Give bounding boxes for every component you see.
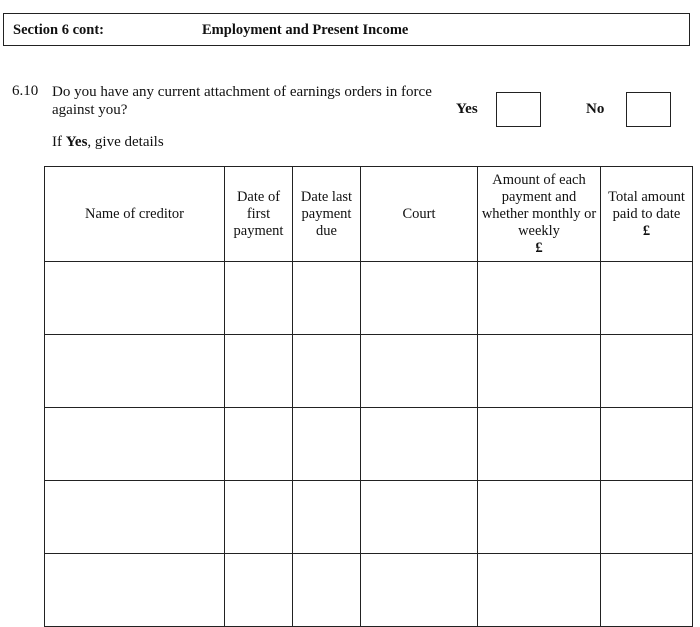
cell-name-of-creditor[interactable] bbox=[45, 262, 225, 335]
cell-amount-each-payment[interactable] bbox=[478, 554, 601, 627]
cell-amount-each-payment[interactable] bbox=[478, 481, 601, 554]
yes-label: Yes bbox=[456, 101, 478, 117]
question-text: Do you have any current attachment of earnings orders in force against you? bbox=[52, 84, 432, 118]
cell-date-last-payment-due[interactable] bbox=[293, 481, 361, 554]
cell-date-last-payment-due[interactable] bbox=[293, 554, 361, 627]
if-yes-prefix: If bbox=[52, 134, 62, 150]
pound-sign: £ bbox=[535, 239, 543, 256]
header-text: Total amount paid to date bbox=[608, 188, 685, 222]
earnings-orders-table bbox=[44, 166, 693, 627]
if-yes-instruction bbox=[52, 134, 164, 151]
header-total-paid bbox=[601, 167, 693, 262]
cell-name-of-creditor[interactable] bbox=[45, 408, 225, 481]
no-checkbox[interactable] bbox=[626, 92, 671, 127]
cell-name-of-creditor[interactable] bbox=[45, 335, 225, 408]
table-row bbox=[45, 335, 693, 408]
cell-date-first-payment[interactable] bbox=[225, 408, 293, 481]
cell-name-of-creditor[interactable] bbox=[45, 554, 225, 627]
cell-total-paid[interactable] bbox=[601, 335, 693, 408]
header-court bbox=[361, 167, 478, 262]
cell-total-paid[interactable] bbox=[601, 554, 693, 627]
header-text: Court bbox=[402, 205, 436, 222]
table-row bbox=[45, 554, 693, 627]
question-number: 6.10 bbox=[12, 83, 39, 99]
cell-court[interactable] bbox=[361, 481, 478, 554]
cell-amount-each-payment[interactable] bbox=[478, 335, 601, 408]
if-yes-bold: Yes bbox=[65, 134, 88, 150]
pound-sign: £ bbox=[642, 222, 651, 239]
table-row bbox=[45, 408, 693, 481]
table-row bbox=[45, 481, 693, 554]
header-date-first-payment bbox=[225, 167, 293, 262]
cell-date-last-payment-due[interactable] bbox=[293, 408, 361, 481]
cell-court[interactable] bbox=[361, 408, 478, 481]
if-yes-suffix: , give details bbox=[87, 134, 164, 150]
header-text: Name of creditor bbox=[84, 205, 185, 222]
section-header bbox=[3, 13, 690, 46]
section-title: Employment and Present Income bbox=[202, 22, 409, 38]
cell-name-of-creditor[interactable] bbox=[45, 481, 225, 554]
header-amount-each-payment bbox=[478, 167, 601, 262]
header-text: Date last payment due bbox=[300, 188, 353, 239]
cell-total-paid[interactable] bbox=[601, 262, 693, 335]
cell-court[interactable] bbox=[361, 262, 478, 335]
table-row bbox=[45, 262, 693, 335]
cell-total-paid[interactable] bbox=[601, 481, 693, 554]
cell-amount-each-payment[interactable] bbox=[478, 408, 601, 481]
header-name-of-creditor bbox=[45, 167, 225, 262]
no-label: No bbox=[586, 101, 605, 117]
cell-date-first-payment[interactable] bbox=[225, 262, 293, 335]
cell-date-last-payment-due[interactable] bbox=[293, 262, 361, 335]
cell-court[interactable] bbox=[361, 554, 478, 627]
header-text: Date of first payment bbox=[233, 188, 284, 239]
cell-date-first-payment[interactable] bbox=[225, 554, 293, 627]
cell-court[interactable] bbox=[361, 335, 478, 408]
yes-checkbox[interactable] bbox=[496, 92, 541, 127]
table-header-row bbox=[45, 167, 693, 262]
cell-total-paid[interactable] bbox=[601, 408, 693, 481]
cell-date-last-payment-due[interactable] bbox=[293, 335, 361, 408]
section-label: Section 6 cont: bbox=[13, 22, 105, 38]
header-date-last-payment-due bbox=[293, 167, 361, 262]
cell-date-first-payment[interactable] bbox=[225, 481, 293, 554]
header-text: Amount of each payment and whether monthly or weekly bbox=[481, 171, 597, 239]
cell-amount-each-payment[interactable] bbox=[478, 262, 601, 335]
cell-date-first-payment[interactable] bbox=[225, 335, 293, 408]
